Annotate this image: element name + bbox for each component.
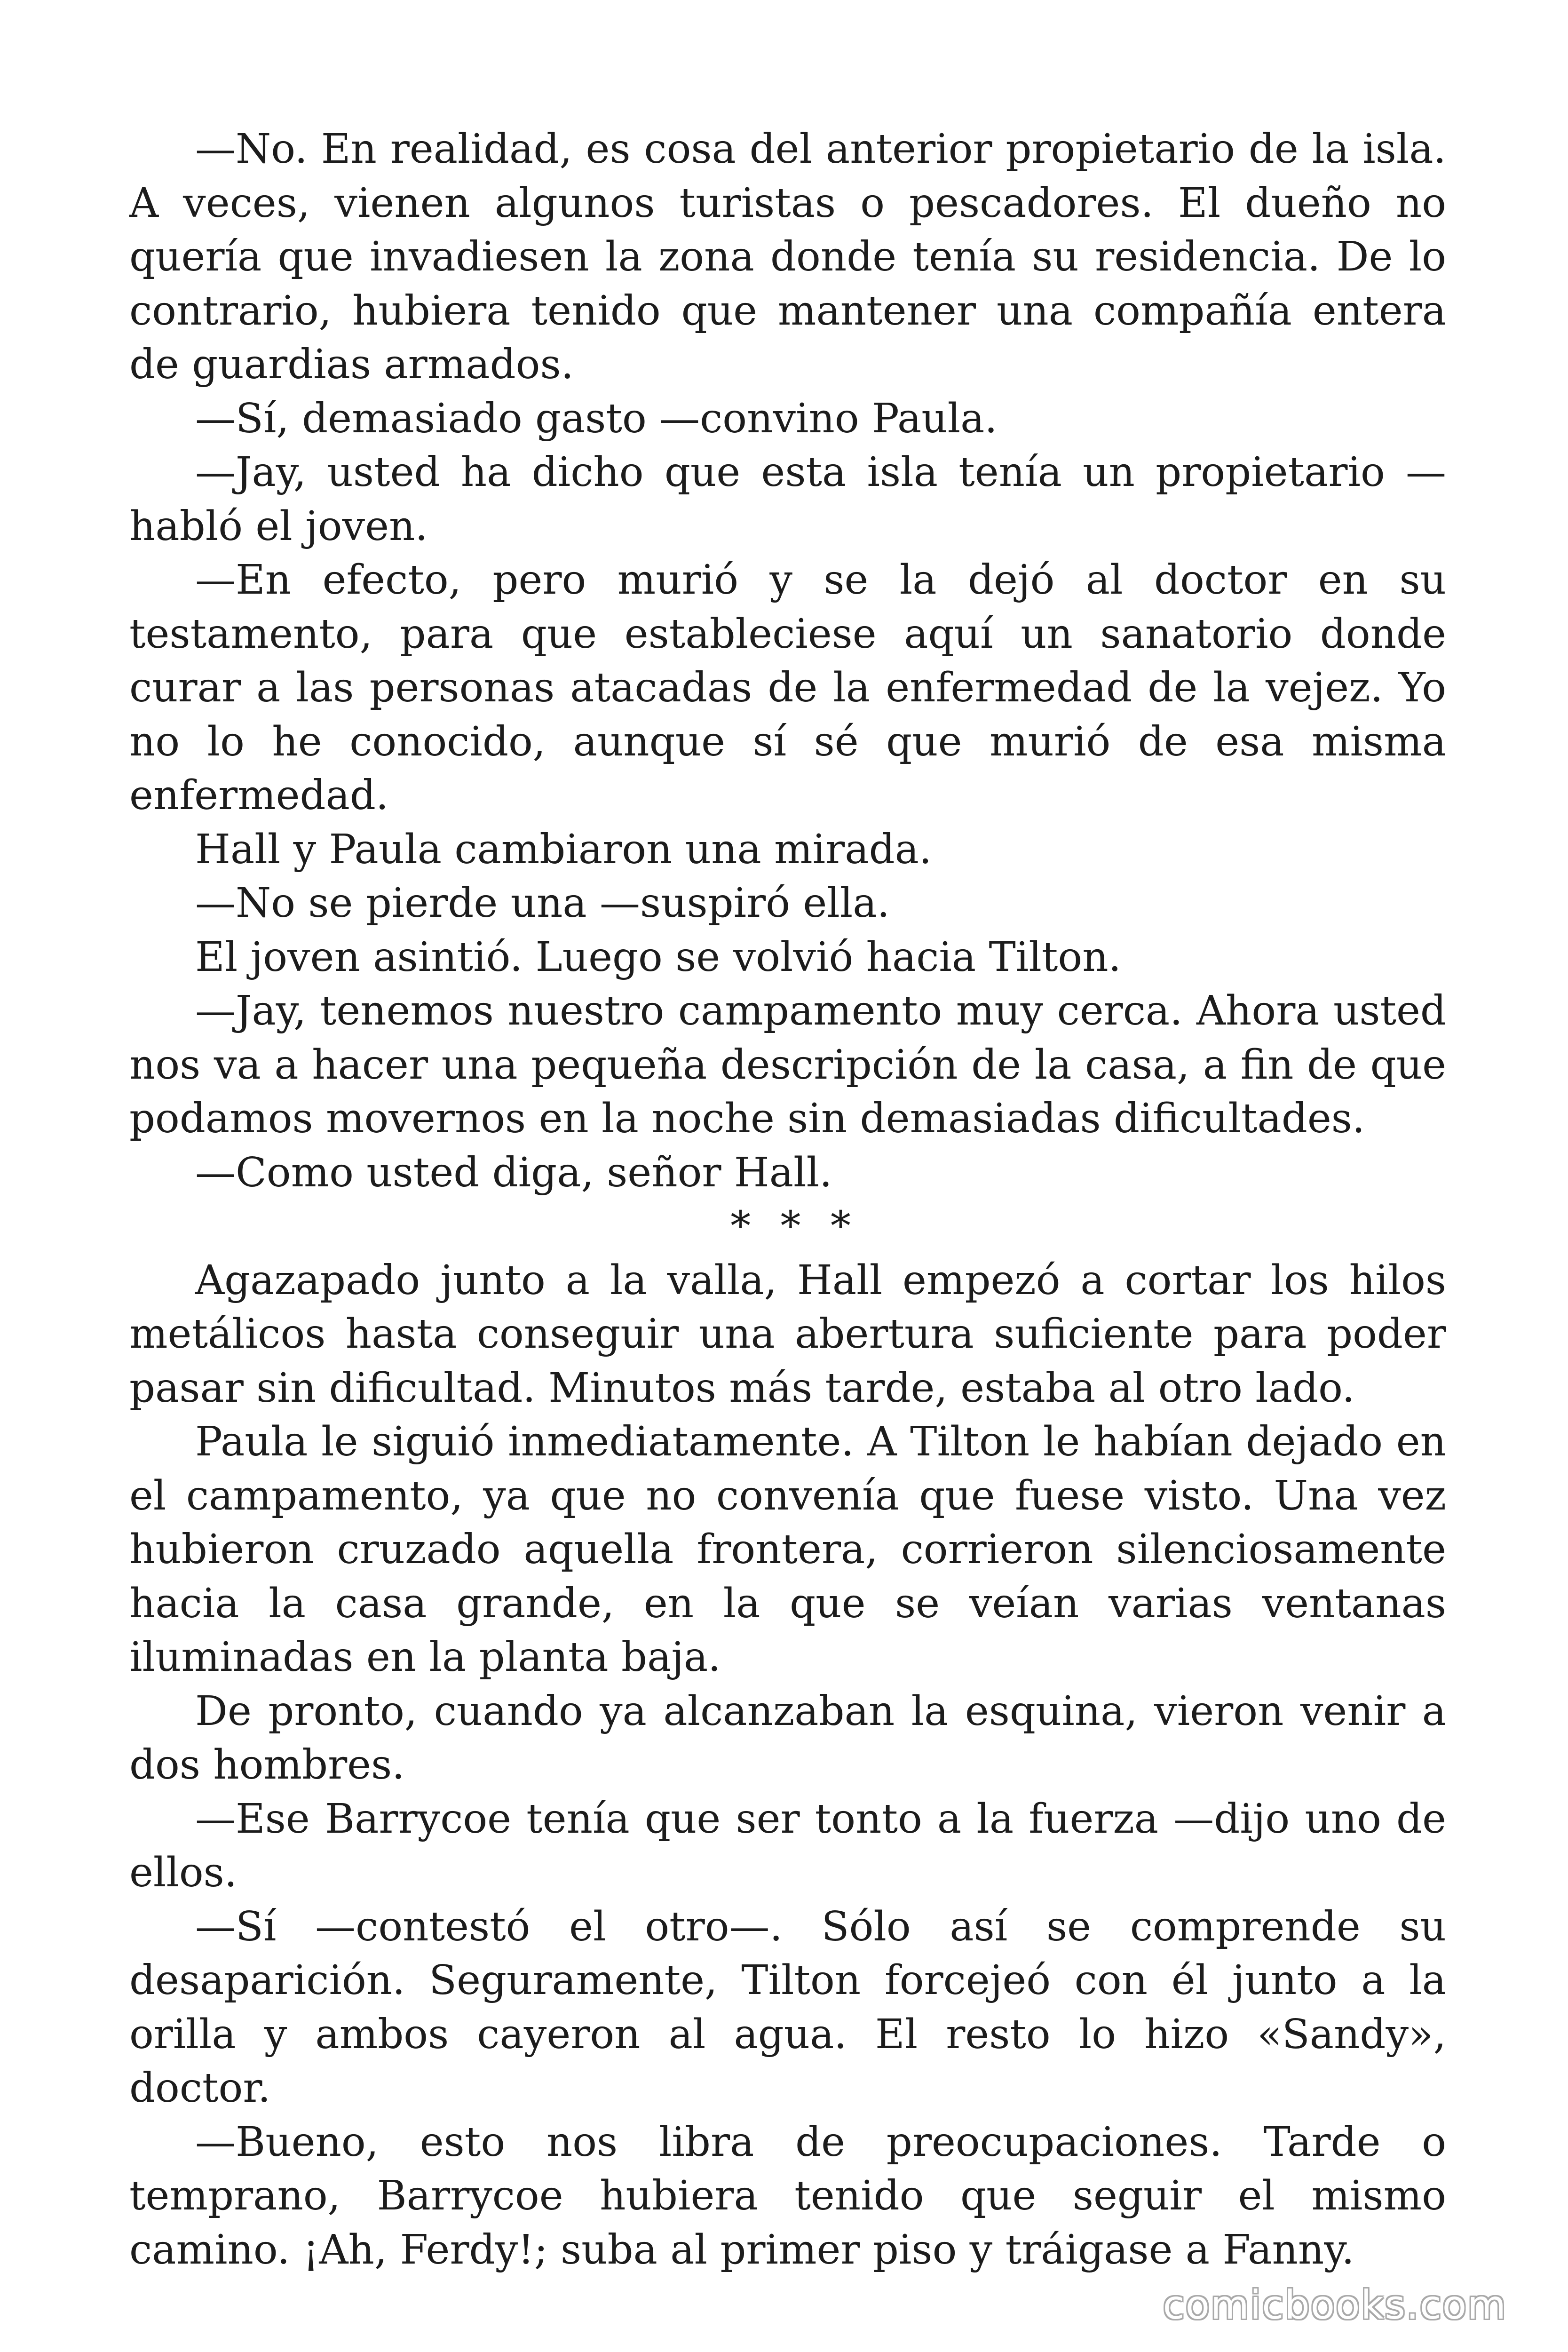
paragraph: —Bueno, esto nos libra de preocupaciones. Tarde o temprano, Barrycoe hubiera tenido que seguir el mismo camino. ¡Ah, Ferdy!; suba al primer piso y tráigase a Fanny. xyxy=(129,2118,1446,2273)
watermark: comicbooks.com xyxy=(1163,2282,1507,2328)
paragraph: Agazapado junto a la valla, Hall empezó a cortar los hilos metálicos hasta conseguir una abertura suficiente para poder pasar sin dificultad. Minutos más tarde, estaba al otro lado. xyxy=(129,1256,1446,1412)
paragraph: —No. En realidad, es cosa del anterior propietario de la isla. A veces, vienen algunos turistas o pescadores. El dueño no quería que invadiesen la zona donde tenía su residencia. De lo contrario, hubiera tenido que mantener una compañía entera de guardias armados. xyxy=(129,126,1446,388)
paragraph: Hall y Paula cambiaron una mirada. xyxy=(195,826,932,873)
paragraph: —Jay, tenemos nuestro campamento muy cerca. Ahora usted nos va a hacer una pequeña descripción de la casa, a fin de que podamos movernos en la noche sin demasiadas dificultades. xyxy=(129,987,1446,1142)
paragraph: Paula le siguió inmediatamente. A Tilton le habían dejado en el campamento, ya que no convenía que fuese visto. Una vez hubieron cruzado aquella frontera, corrieron silenciosamente hacia la casa grande, en la que se veían varias ventanas iluminadas en la planta baja. xyxy=(129,1418,1446,1681)
paragraph: —Ese Barrycoe tenía que ser tonto a la fuerza —dijo uno de ellos. xyxy=(129,1795,1446,1896)
paragraph: —No se pierde una —suspiró ella. xyxy=(195,880,890,927)
paragraph: El joven asintió. Luego se volvió hacia Tilton. xyxy=(195,933,1121,981)
page-body xyxy=(129,122,1446,2277)
paragraph: —Como usted diga, señor Hall. xyxy=(195,1149,832,1196)
paragraph: —Jay, usted ha dicho que esta isla tenía un propietario —habló el joven. xyxy=(129,449,1446,550)
section-separator: * * * xyxy=(730,1203,859,1250)
paragraph: De pronto, cuando ya alcanzaban la esquina, vieron venir a dos hombres. xyxy=(129,1687,1446,1788)
paragraph: —Sí, demasiado gasto —convino Paula. xyxy=(195,395,998,442)
paragraph: —En efecto, pero murió y se la dejó al doctor en su testamento, para que estableciese aquí un sanatorio donde curar a las personas atacadas de la enfermedad de la vejez. Yo no lo he conocido, aunque sí sé que murió de esa misma enfermedad. xyxy=(129,556,1446,819)
paragraph: —Sí —contestó el otro—. Sólo así se comprende su desaparición. Seguramente, Tilton forcejeó con él junto a la orilla y ambos cayeron al agua. El resto lo hizo «Sandy», doctor. xyxy=(129,1903,1446,2112)
